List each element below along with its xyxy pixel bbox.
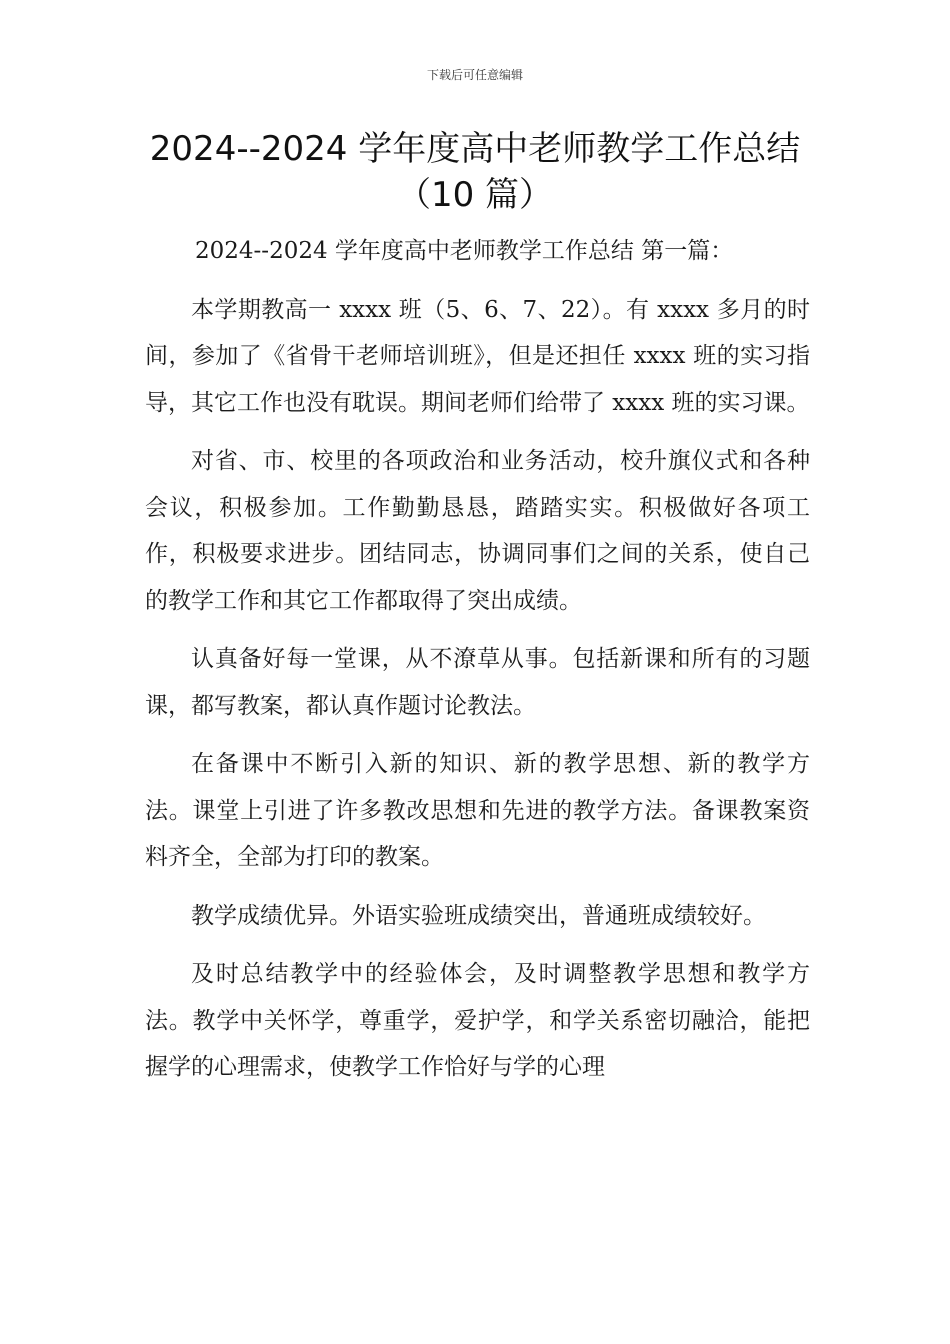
document-body bbox=[145, 228, 810, 1091]
paragraph: 在备课中不断引入新的知识、新的教学思想、新的教学方法。课堂上引进了许多教改思想和先进的教学方法。备课教案资料齐全，全部为打印的教案。 bbox=[145, 751, 810, 870]
page-header-note: 下载后可任意编辑 bbox=[426, 68, 523, 82]
section-heading: 2024--2024 学年度高中老师教学工作总结 第一篇： bbox=[195, 238, 734, 264]
paragraph: 认真备好每一堂课，从不潦草从事。包括新课和所有的习题课，都写教案，都认真作题讨论教法。 bbox=[145, 646, 810, 719]
paragraph: 对省、市、校里的各项政治和业务活动，校升旗仪式和各种会议，积极参加。工作勤勤恳恳，踏踏实实。积极做好各项工作，积极要求进步。团结同志，协调同事们之间的关系，使自己的教学工作和其它工作都取得了突出成绩。 bbox=[145, 448, 810, 614]
paragraph: 及时总结教学中的经验体会，及时调整教学思想和教学方法。教学中关怀学，尊重学，爱护学，和学关系密切融洽，能把握学的心理需求，使教学工作恰好与学的心理 bbox=[145, 961, 810, 1080]
document-title: 2024--2024 学年度高中老师教学工作总结（10 篇） bbox=[149, 129, 801, 215]
paragraph: 本学期教高一 xxxx 班（5、6、7、22）。有 xxxx 多月的时间，参加了《省骨干老师培训班》，但是还担任 xxxx 班的实习指导，其它工作也没有耽误。期间老师们给带了 xxxx 班的实习课。 bbox=[145, 296, 810, 416]
paragraph: 教学成绩优异。外语实验班成绩突出，普通班成绩较好。 bbox=[191, 902, 766, 929]
